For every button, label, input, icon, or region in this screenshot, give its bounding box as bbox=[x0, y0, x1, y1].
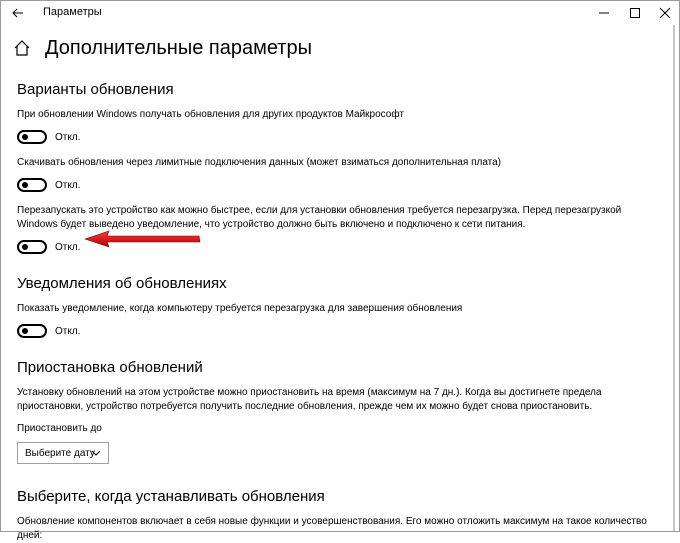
section-heading-schedule: Выберите, когда устанавливать обновления bbox=[17, 488, 325, 505]
setting-desc-other-products: При обновлении Windows получать обновления для других продуктов Майкрософт bbox=[17, 109, 404, 120]
maximize-icon bbox=[630, 8, 640, 18]
toggle-knob bbox=[22, 328, 28, 334]
section-heading-pause: Приостановка обновлений bbox=[17, 359, 203, 376]
pause-description: Установку обновлений на этом устройстве можно приостановить на время (максимум на 7 дн.). Когда вы достигнете предела приостановки, устройство потребуется получить последние обновления, прежде чем их можно будет снова приостановить. bbox=[17, 387, 602, 412]
toggle-row-notify-restart bbox=[17, 323, 657, 339]
toggle-metered[interactable] bbox=[17, 178, 47, 192]
chevron-down-icon bbox=[91, 449, 101, 457]
scroll-thumb[interactable] bbox=[673, 25, 675, 531]
toggle-state-label: Откл. bbox=[55, 241, 81, 253]
setting-desc-restart: Перезапускать это устройство как можно быстрее, если для установки обновления требуется перезагрузка. Перед перезагрузкой Windows будет выведено уведомление, что устройство должно быть включено и подключено к сети питания. bbox=[17, 205, 622, 230]
toggle-state-label: Откл. bbox=[55, 131, 81, 143]
title-bar bbox=[1, 1, 679, 25]
back-arrow-icon bbox=[12, 8, 24, 18]
page-title: Дополнительные параметры bbox=[45, 37, 312, 59]
schedule-description: Обновление компонентов включает в себя новые функции и усовершенствования. Его можно отложить максимум на такое количество дней: bbox=[17, 516, 647, 541]
toggle-knob bbox=[22, 182, 28, 188]
red-arrow-icon bbox=[83, 230, 203, 250]
setting-desc-notify-restart: Показать уведомление, когда компьютеру требуется перезагрузка для завершения обновления bbox=[17, 303, 463, 314]
toggle-knob bbox=[22, 244, 28, 250]
toggle-notify-restart[interactable] bbox=[17, 324, 47, 338]
close-icon bbox=[660, 8, 670, 18]
home-icon[interactable] bbox=[13, 39, 31, 57]
minimize-icon bbox=[599, 8, 609, 18]
pause-until-label: Приостановить до bbox=[17, 423, 102, 434]
settings-content bbox=[17, 81, 657, 543]
toggle-state-label: Откл. bbox=[55, 325, 81, 337]
section-heading-update-options: Варианты обновления bbox=[17, 81, 174, 98]
toggle-restart[interactable] bbox=[17, 240, 47, 254]
window-title: Параметры bbox=[43, 6, 102, 18]
minimize-button[interactable] bbox=[589, 1, 619, 25]
pause-date-dropdown[interactable] bbox=[17, 442, 109, 464]
toggle-other-products[interactable] bbox=[17, 130, 47, 144]
scrollbar[interactable] bbox=[669, 25, 679, 531]
back-button[interactable] bbox=[7, 3, 29, 23]
section-heading-notifications: Уведомления об обновлениях bbox=[17, 275, 227, 292]
toggle-knob bbox=[22, 134, 28, 140]
maximize-button[interactable] bbox=[620, 1, 650, 25]
setting-desc-metered: Скачивать обновления через лимитные подключения данных (может взиматься дополнительная плата) bbox=[17, 157, 502, 168]
toggle-row-other-products bbox=[17, 129, 657, 145]
close-button[interactable] bbox=[650, 1, 680, 25]
dropdown-value: Выберите дату bbox=[25, 447, 95, 459]
toggle-state-label: Откл. bbox=[55, 179, 81, 191]
toggle-row-metered bbox=[17, 177, 657, 193]
